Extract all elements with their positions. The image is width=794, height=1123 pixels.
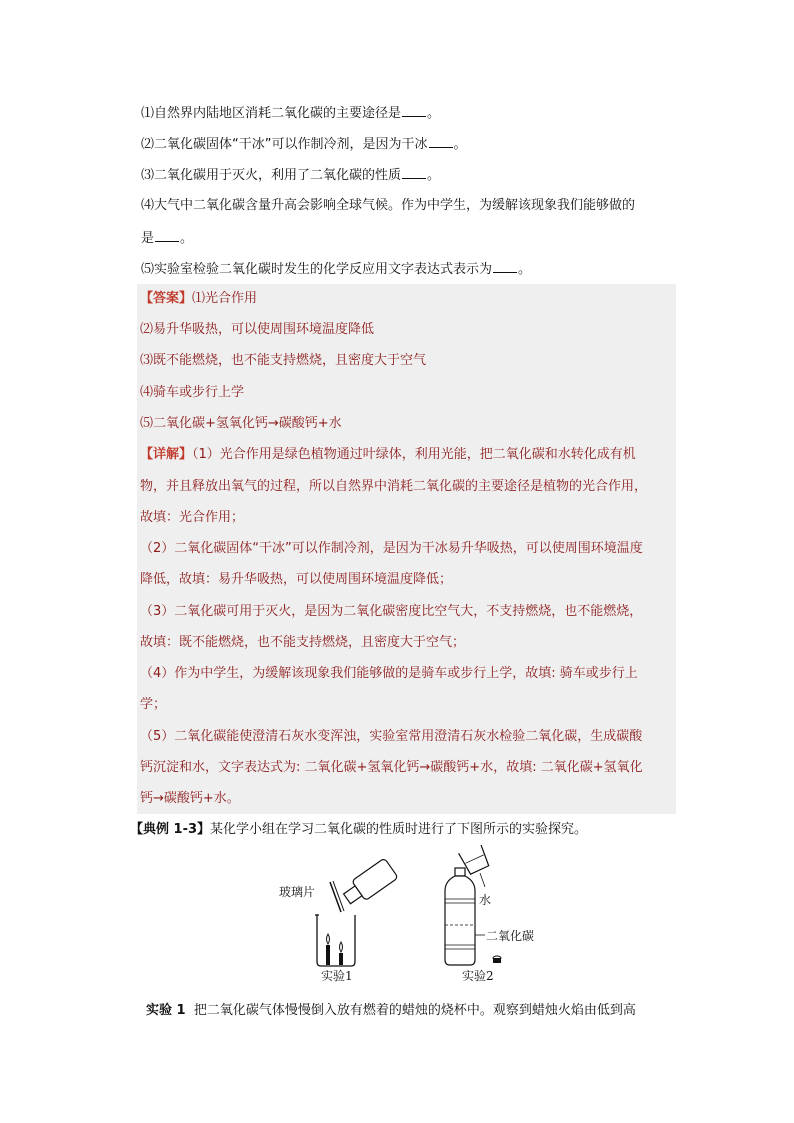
answer-5: ⑸二氧化碳+氢氧化钙→碳酸钙+水 <box>140 416 342 431</box>
detail-line-6: （3）二氧化碳可用于灭火，是因为二氧化碳密度比空气大，不支持燃烧，也不能燃烧， <box>140 604 643 619</box>
question-4-continued: 是 。 <box>141 231 194 246</box>
co2-gas-bottle <box>340 858 398 909</box>
detail-line-1: 【详解】（1）光合作用是绿色植物通过叶绿体，利用光能，把二氧化碳和水转化成有机 <box>140 447 636 462</box>
answer-tag: 【答案】 <box>140 291 193 306</box>
question-1: ⑴自然界内陆地区消耗二氧化碳的主要途径是 。 <box>141 106 441 121</box>
detail-line-8: （4）作为中学生，为缓解该现象我们能够做的是骑车或步行上学，故填: 骑车或步行上 <box>140 666 638 681</box>
label-glass-slide: 玻璃片 <box>279 885 316 899</box>
flame-short <box>340 942 343 952</box>
question-2: ⑵二氧化碳固体“干冰”可以作制冷剂，是因为干冰 。 <box>141 137 467 152</box>
detail-line-12: 钙→碳酸钙+水。 <box>140 791 240 806</box>
label-water: 水 <box>479 893 492 907</box>
detail-line-3: 故填：光合作用； <box>140 510 245 525</box>
experiment-figure <box>275 845 545 985</box>
answer-1: 【答案】⑴光合作用 <box>140 291 258 306</box>
answer-blank <box>429 135 453 148</box>
answer-2: ⑵易升华吸热，可以使周围环境温度降低 <box>140 322 375 337</box>
beaker <box>317 915 355 966</box>
detail-line-7: 故填：既不能燃烧，也不能支持燃烧，且密度大于空气； <box>140 635 466 650</box>
answer-blank <box>493 260 517 273</box>
plastic-bottle <box>445 868 475 965</box>
detail-tag: 【详解】 <box>140 447 193 462</box>
experiment-diagram <box>275 845 545 985</box>
answer-4: ⑷骑车或步行上学 <box>140 385 245 400</box>
detail-line-10: （5）二氧化碳能使澄清石灰水变浑浊，实验室常用澄清石灰水检验二氧化碳，生成碳酸 <box>140 729 643 744</box>
flame-tall <box>327 934 330 944</box>
candle-tall <box>326 945 330 965</box>
question-5: ⑸实验室检验二氧化碳时发生的化学反应用文字表达式表示为 。 <box>141 262 532 277</box>
answer-blank <box>402 104 426 117</box>
answer-blank <box>402 166 426 179</box>
caption-experiment-2: 实验2 <box>462 969 494 983</box>
detail-line-11: 钙沉淀和水，文字表达式为: 二氧化碳+氢氧化钙→碳酸钙+水，故填: 二氧化碳+氢氧化 <box>140 760 643 775</box>
example-heading: 【典例 1-3】某化学小组在学习二氧化碳的性质时进行了下图所示的实验探究。 <box>130 822 588 837</box>
candle-short <box>339 953 343 965</box>
detail-line-9: 学； <box>140 697 167 712</box>
caption-experiment-1: 实验1 <box>321 969 353 983</box>
label-co2: 二氧化碳 <box>486 929 535 943</box>
detail-line-5: 降低，故填：易升华吸热，可以使周围环境温度降低； <box>140 572 453 587</box>
question-3: ⑶二氧化碳用于灭火，利用了二氧化碳的性质 。 <box>141 168 441 183</box>
question-4: ⑷大气中二氧化碳含量升高会影响全球气候。作为中学生，为缓解该现象我们能够做的 <box>141 198 636 213</box>
detail-line-2: 物，并且释放出氧气的过程，所以自然界中消耗二氧化碳的主要途径是植物的光合作用， <box>140 479 648 494</box>
detail-line-4: （2）二氧化碳固体“干冰”可以作制冷剂，是因为干冰易升华吸热，可以使周围环境温度 <box>140 541 643 556</box>
answer-3: ⑶既不能燃烧，也不能支持燃烧，且密度大于空气 <box>140 353 427 368</box>
water-pointer <box>480 873 485 887</box>
answer-blank <box>155 229 179 242</box>
experiment-1-text: 实验 1 把二氧化碳气体慢慢倒入放有燃着的蜡烛的烧杯中。观察到蜡烛火焰由低到高 <box>146 1003 636 1018</box>
